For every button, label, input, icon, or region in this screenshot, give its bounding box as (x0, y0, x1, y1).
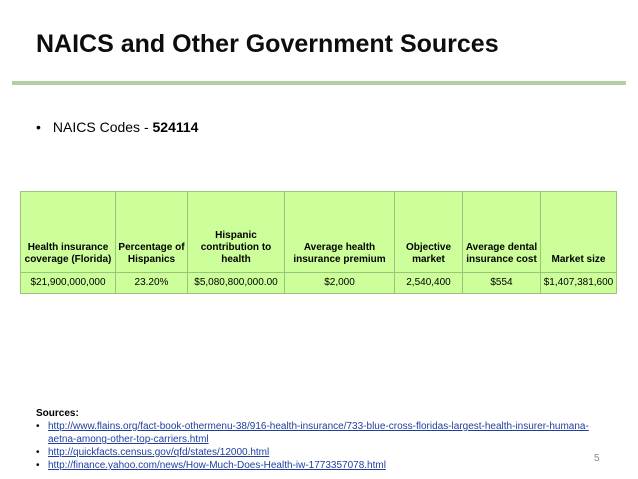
naics-code: 524114 (152, 119, 199, 135)
slide-title: NAICS and Other Government Sources (36, 30, 499, 58)
list-item (36, 459, 596, 472)
naics-bullet (36, 119, 198, 135)
table-cell: $5,080,800,000.00 (188, 273, 285, 294)
table-header-cell: Hispanic contribution to health (188, 192, 285, 273)
table-cell: 2,540,400 (395, 273, 463, 294)
table-header-cell: Average dental insurance cost (463, 192, 541, 273)
table-header-row (21, 192, 617, 273)
table-header-cell: Market size (541, 192, 617, 273)
sources-heading: Sources: (36, 408, 79, 419)
title-divider (12, 81, 626, 85)
table-cell: $2,000 (285, 273, 395, 294)
table-cell: 23.20% (116, 273, 188, 294)
table-row (21, 273, 617, 294)
naics-label: NAICS Codes - (52, 119, 149, 135)
source-link[interactable]: http://www.flains.org/fact-book-othermenu-38/916-health-insurance/733-blue-cross-floridas-largest-health-insurer-humana-aetna-among-other-top-carriers.html (48, 421, 589, 445)
source-link[interactable]: http://quickfacts.census.gov/qfd/states/12000.html (48, 447, 270, 458)
table-header-cell: Average health insurance premium (285, 192, 395, 273)
list-item (36, 446, 596, 459)
table-cell: $21,900,000,000 (21, 273, 116, 294)
table-cell: $1,407,381,600 (541, 273, 617, 294)
table-cell: $554 (463, 273, 541, 294)
sources-list (36, 420, 596, 472)
market-size-table (20, 191, 617, 294)
table-header-cell: Percentage of Hispanics (116, 192, 188, 273)
source-link[interactable]: http://finance.yahoo.com/news/How-Much-Does-Health-iw-1773357078.html (48, 460, 386, 471)
bullet-icon: • (36, 119, 41, 135)
table-header-cell: Objective market (395, 192, 463, 273)
page-number: 5 (594, 453, 600, 464)
table-header-cell: Health insurance coverage (Florida) (21, 192, 116, 273)
sources-section (36, 407, 596, 472)
list-item (36, 420, 596, 446)
